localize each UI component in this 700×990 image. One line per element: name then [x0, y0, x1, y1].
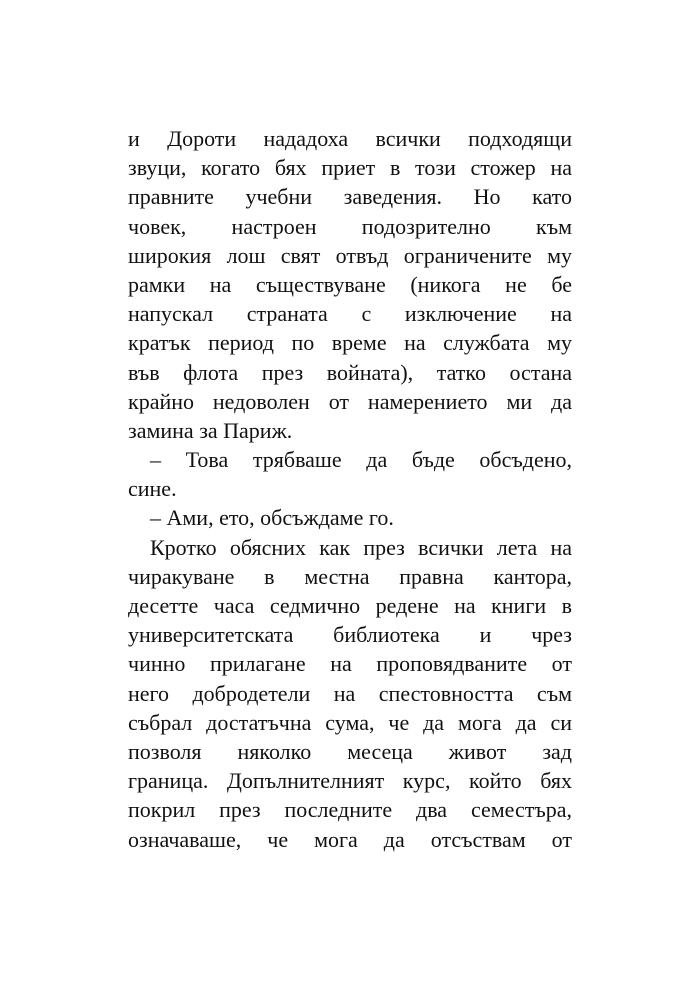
text-line: широкия лош свят отвъд ограничените му: [128, 242, 572, 268]
text-line: замина за Париж.: [128, 417, 293, 443]
text-line: звуци, когато бях приет в този стожер на: [128, 155, 572, 181]
text-line: крайно недоволен от намерението ми да: [128, 388, 572, 414]
text-line: него добродетели на спестовността съм: [128, 680, 572, 706]
text-line: десетте часа седмично редене на книги в: [128, 593, 572, 618]
text-line: покрил през последните два семестъра,: [128, 797, 572, 823]
text-line: чинно прилагане на проповядваните от: [128, 651, 572, 677]
text-line: университетската библиотека и чрез: [128, 622, 572, 648]
text-line: събрал достатъчна сума, че да мога да си: [128, 709, 572, 735]
text-line: правните учебни заведения. Но като: [128, 184, 572, 210]
text-line: рамки на съществуване (никога не бе: [128, 271, 572, 297]
text-line: човек, настроен подозрително към: [128, 213, 572, 239]
text-line: позволя няколко месеца живот зад: [128, 738, 572, 764]
text-line: във флота през войната), татко остана: [128, 359, 572, 385]
dialogue-line: – Това трябваше да бъде обсъдено,: [150, 447, 572, 473]
paragraph-start-line: Кротко обясних как през всички лета на: [150, 534, 572, 560]
text-line: напускал страната с изключение на: [128, 301, 572, 327]
text-line: и Дороти нададоха всички подходящи: [128, 126, 572, 151]
text-line: граница. Допълнителният курс, който бях: [128, 768, 572, 794]
text-line: сине.: [128, 476, 177, 502]
book-page-text: [128, 124, 572, 854]
text-line: означаваше, че мога да отсъствам от: [128, 826, 572, 852]
dialogue-line: – Ами, ето, обсъждаме го.: [150, 505, 394, 531]
text-line: чиракуване в местна правна кантора,: [128, 563, 572, 589]
text-line: кратък период по време на службата му: [128, 330, 572, 356]
